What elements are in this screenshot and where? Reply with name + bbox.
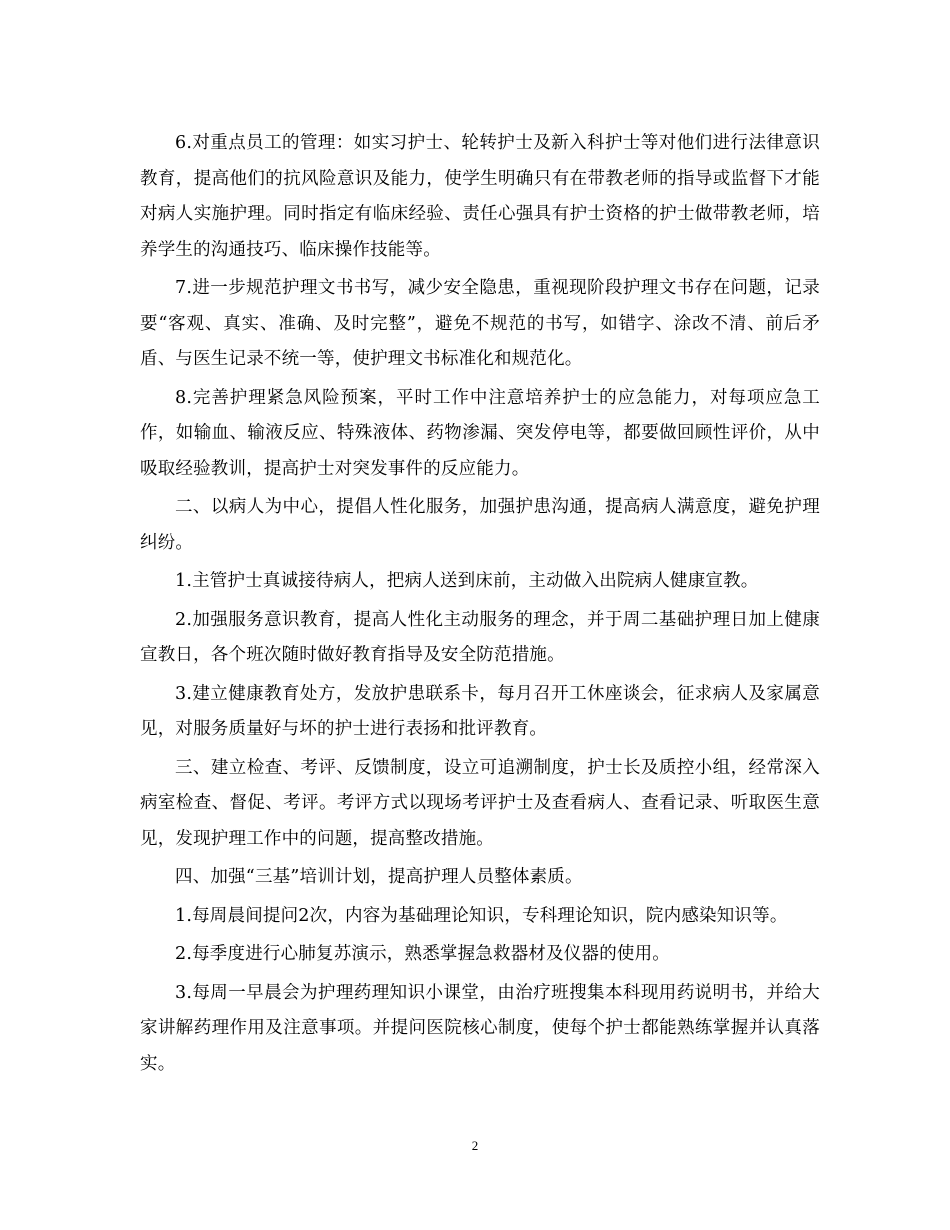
section-heading-training-plan: 四、加强“三基”培训计划，提高护理人员整体素质。 <box>175 867 583 887</box>
section-heading-patient-centered: 二、以病人为中心，提倡人性化服务，加强护患沟通，提高病人满意度，避免护理纠纷。 <box>140 497 820 553</box>
paragraph-reception: 1.主管护士真诚接待病人，把病人送到床前，主动做入出院病人健康宣教。 <box>175 571 759 591</box>
paragraph-7-nursing-documentation: 7.进一步规范护理文书书写，减少安全隐患，重视现阶段护理文书存在问题，记录要“客观、真实、准确、及时完整”，避免不规范的书写，如错字、涂改不清、前后矛盾、与医生记录不统一等，使护理文书标准化和规范化。 <box>140 278 820 369</box>
paragraph-8-emergency-plan: 8.完善护理紧急风险预案，平时工作中注意培养护士的应急能力，对每项应急工作，如输血、输液反应、特殊液体、药物渗漏、突发停电等，都要做回顾性评价，从中吸取经验教训，提高护士对突发事件的反应能力。 <box>140 387 820 479</box>
paragraph-cpr-demo: 2.每季度进行心肺复苏演示，熟悉掌握急救器材及仪器的使用。 <box>175 944 670 964</box>
paragraph-6-key-staff-management: 6.对重点员工的管理：如实习护士、轮转护士及新入科护士等对他们进行法律意识教育，提高他们的抗风险意识及能力，使学生明确只有在带教老师的指导或监督下才能对病人实施护理。同时指定有临床经验、责任心强具有护士资格的护士做带教老师，培养学生的沟通技巧、临床操作技能等。 <box>140 133 820 260</box>
paragraph-pharmacology-class: 3.每周一早晨会为护理药理知识小课堂，由治疗班搜集本科现用药说明书，并给大家讲解药理作用及注意事项。并提问医院核心制度，使每个护士都能熟练掌握并认真落实。 <box>140 982 820 1074</box>
section-heading-inspection-system: 三、建立检查、考评、反馈制度，设立可追溯制度，护士长及质控小组，经常深入病室检查、督促、考评。考评方式以现场考评护士及查看病人、查看记录、听取医生意见，发现护理工作中的问题，提高整改措施。 <box>140 757 820 849</box>
paragraph-weekly-questions: 1.每周晨间提问2次，内容为基础理论知识，专科理论知识，院内感染知识等。 <box>175 905 788 926</box>
document-body <box>140 126 820 1085</box>
page-number: 2 <box>471 1138 479 1153</box>
paragraph-health-education: 3.建立健康教育处方，发放护患联系卡，每月召开工休座谈会，征求病人及家属意见，对服务质量好与坏的护士进行表扬和批评教育。 <box>140 683 820 739</box>
paragraph-service-awareness: 2.加强服务意识教育，提高人性化主动服务的理念，并于周二基础护理日加上健康宣教日，各个班次随时做好教育指导及安全防范措施。 <box>140 609 820 665</box>
